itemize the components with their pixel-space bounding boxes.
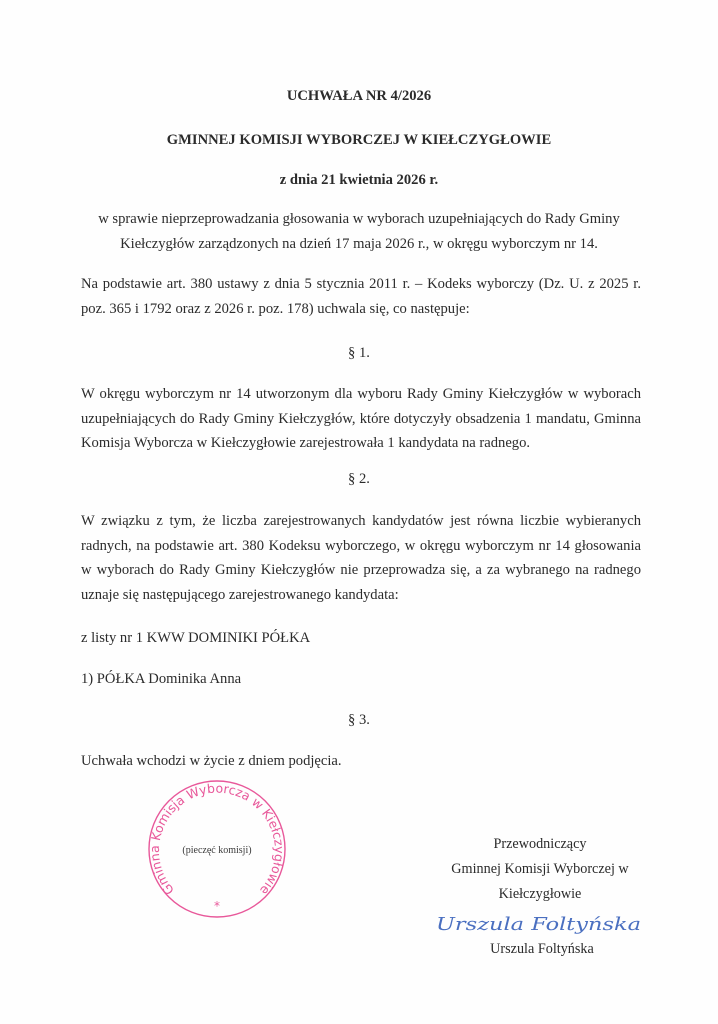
stamp-ring-text: Gminna Komisja Wyborcza w Kiełczygłowie	[146, 780, 288, 899]
signatory-name: Urszula Foltyńska	[490, 941, 594, 957]
handwritten-signature	[432, 910, 647, 936]
candidate-list-label: z listy nr 1 KWW DOMINIKI PÓŁKA	[81, 630, 311, 646]
issuer-heading: GMINNEJ KOMISJI WYBORCZEJ W KIEŁCZYGŁOWIE	[166, 132, 552, 148]
section-3-text: Uchwała wchodzi w życie z dniem podjęcia.	[81, 753, 342, 769]
signature-ink: Urszula Foltyńska	[436, 914, 641, 935]
section-2-paragraph	[81, 509, 641, 607]
section-2-line: W związku z tym, że liczba zarejestrowanych kandydatów jest równa liczbie wybieranych	[81, 513, 641, 529]
commission-stamp	[146, 778, 288, 920]
signatory-role: Przewodniczący	[493, 836, 587, 852]
signatory-body-line-2: Kiełczygłowie	[498, 886, 582, 902]
legal-basis-line: poz. 365 i 1792 oraz z 2026 r. poz. 178) uchwala się, co następuje:	[81, 300, 470, 317]
subject-line-2: Kiełczygłów zarządzonych na dzień 17 maja 2026 r., w okręgu wyborczym nr 14.	[120, 236, 598, 252]
elected-candidate: 1) PÓŁKA Dominika Anna	[81, 671, 242, 687]
section-2-heading: § 2.	[348, 471, 370, 487]
resolution-title: UCHWAŁA NR 4/2026	[286, 88, 432, 104]
section-1-line: W okręgu wyborczym nr 14 utworzonym dla wyboru Rady Gminy Kiełczygłów w wyborach	[81, 386, 641, 402]
signature-block	[440, 832, 640, 907]
subject-line-1: w sprawie nieprzeprowadzania głosowania w wyborach uzupełniających do Rady Gminy	[98, 211, 620, 227]
section-1-heading: § 1.	[348, 345, 370, 361]
legal-basis-paragraph	[81, 272, 641, 321]
section-3-heading: § 3.	[348, 712, 370, 728]
section-1-paragraph	[81, 382, 641, 456]
section-1-line: Komisja Wyborcza w Kiełczygłowie zarejestrowała 1 kandydata na radnego.	[81, 435, 531, 451]
stamp-center-label: (pieczęć komisji)	[182, 845, 252, 856]
resolution-date: z dnia 21 kwietnia 2026 r.	[279, 172, 439, 188]
legal-basis-line: Na podstawie art. 380 ustawy z dnia 5 stycznia 2011 r. – Kodeks wyborczy (Dz. U. z 2025 r.	[81, 276, 641, 292]
section-2-line: radnych, na podstawie art. 380 Kodeksu wyborczego, w okręgu wyborczym nr 14 głosowania	[81, 537, 641, 554]
section-2-line: w wyborach do Rady Gminy Kiełczygłów nie przeprowadza się, a za wybranego na radnego	[81, 562, 641, 578]
section-2-line: uznaje się następującego zarejestrowanego kandydata:	[81, 586, 399, 603]
section-1-line: uzupełniających do Rady Gminy Kiełczygłów, które dotyczyły obsadzenia 1 mandatu, Gminna	[81, 410, 641, 427]
signatory-body-line-1: Gminnej Komisji Wyborczej w	[451, 861, 629, 877]
stamp-star-icon: *	[214, 899, 220, 913]
